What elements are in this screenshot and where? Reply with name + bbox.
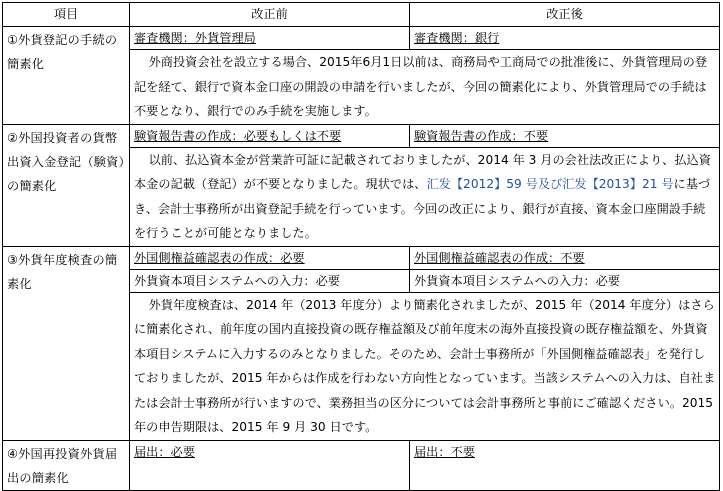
table-row bbox=[3, 246, 720, 269]
table-row bbox=[3, 27, 720, 50]
before-value: 届出：必要 bbox=[130, 440, 410, 490]
row-item-label: ③外貨年度検査の簡素化 bbox=[3, 246, 130, 440]
after-value-2: 外貨資本項目システムへの入力：必要 bbox=[410, 269, 720, 292]
header-before: 改正前 bbox=[130, 3, 410, 27]
row-description: 外商投資会社を設立する場合、2015年6月1日以前は、商務局や工商局での批准後に、外貨管理局の登記を経て、銀行で資本金口座の開設の申請を行いましたが、今回の簡素化により、外貨管理局での手続は不要となり、銀行でのみ手続を実施します。 bbox=[130, 50, 720, 125]
row-item-label: ①外貨登記の手続の簡素化 bbox=[3, 27, 130, 125]
after-value: 外国側権益確認表の作成：不要 bbox=[410, 246, 720, 269]
table-row bbox=[3, 124, 720, 147]
row-description: 外貨年度検査は、2014 年（2013 年度分）より簡素化されましたが、2015 年（2014 年度分）はさらに簡素化され、前年度の国内直接投資の既存権益額及び前年度末の海外直接投資の既存権益額を、外貨資本項目システムに入力するのみとなりました。そのため、会計士事務所が「外国側権益確認表」を発行しておりましたが、2015 年からは作成を行わない方向性となっています。当該システムへの入力は、自社または会計士事務所が行いますので、業務担当の区分については会計事務所と事前にご確認ください。2015 年の申告期限は、2015 年 9 月 30 日です。 bbox=[130, 292, 720, 440]
table-row bbox=[3, 440, 720, 490]
after-value: 届出：不要 bbox=[410, 440, 720, 490]
row-item-label: ②外国投資者の貨幣出資入金登記（験資）の簡素化 bbox=[3, 124, 130, 246]
after-value: 験資報告書の作成：不要 bbox=[410, 124, 720, 147]
regulation-reference: 汇发【2012】59 号及び汇发【2013】21 号 bbox=[426, 177, 674, 191]
header-row bbox=[3, 3, 720, 27]
regulation-comparison-table bbox=[2, 2, 720, 491]
before-value-2: 外貨資本項目システムへの入力：必要 bbox=[130, 269, 410, 292]
header-item: 項目 bbox=[3, 3, 130, 27]
row-description: 以前、払込資本金が営業許可証に記載されておりましたが、2014 年 3 月の会社法改正により、払込資本金の記載（登記）が不要となりました。現状では、汇发【2012】59 号及び汇发【2013】21 号に基づき、会計士事務所が出資登記手続を行っています。今回の改正により、銀行が直接、資本金口座開設手続を行うことが可能となりました。 bbox=[130, 147, 720, 246]
before-value: 験資報告書の作成：必要もしくは不要 bbox=[130, 124, 410, 147]
before-value: 外国側権益確認表の作成：必要 bbox=[130, 246, 410, 269]
before-value: 審査機関：外貨管理局 bbox=[130, 27, 410, 50]
header-after: 改正後 bbox=[410, 3, 720, 27]
after-value: 審査機関：銀行 bbox=[410, 27, 720, 50]
row-item-label: ④外国再投資外貨届出の簡素化 bbox=[3, 440, 130, 490]
